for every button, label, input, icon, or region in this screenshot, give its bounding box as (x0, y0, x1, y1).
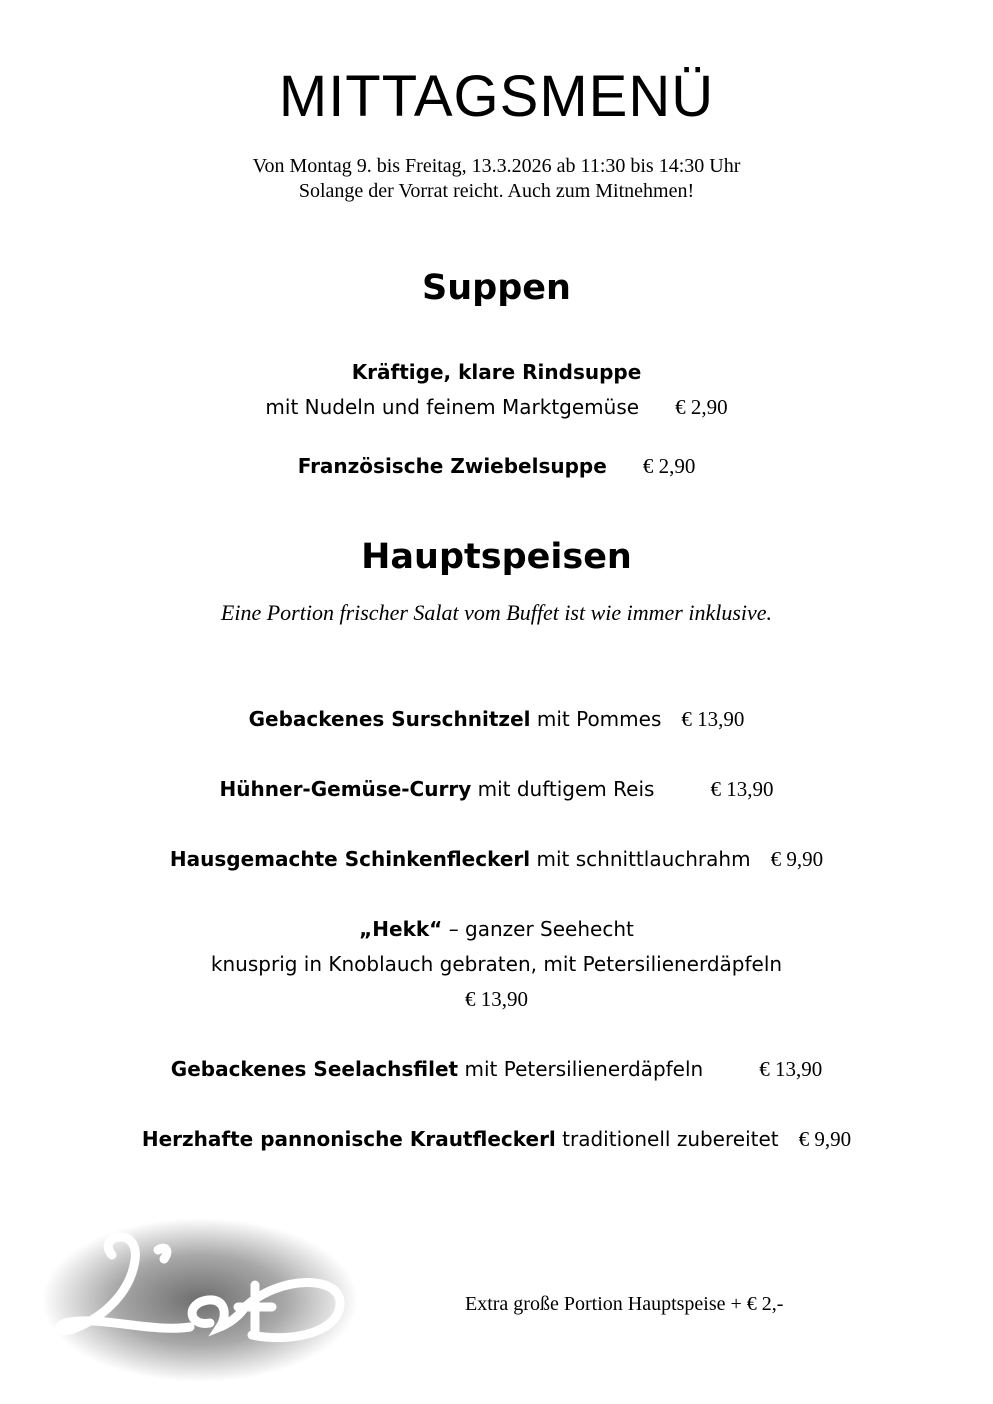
item-description: – ganzer Seehecht (448, 917, 634, 941)
menu-item (0, 705, 993, 733)
item-description: traditionell zubereitet (562, 1127, 779, 1151)
item-price: € 13,90 (465, 987, 528, 1011)
item-name: Hühner-Gemüse-Curry (219, 777, 472, 801)
item-price: € 13,90 (759, 1057, 823, 1081)
item-price: € 2,90 (642, 454, 696, 478)
menu-item (0, 358, 993, 386)
item-description: mit schnittlauchrahm (536, 847, 751, 871)
menu-item (0, 452, 993, 480)
item-name: Hausgemachte Schinkenfleckerl (169, 847, 531, 871)
item-price: € 13,90 (681, 707, 745, 731)
item-price: € 9,90 (770, 847, 824, 871)
item-name: Gebackenes Surschnitzel (248, 707, 531, 731)
item-description: mit duftigem Reis (477, 777, 655, 801)
menu-item-price-line (0, 985, 993, 1013)
item-price: € 13,90 (710, 777, 774, 801)
item-price: € 2,90 (675, 395, 728, 419)
salad-note: Eine Portion frischer Salat vom Buffet ist wie immer inklusive. (220, 600, 773, 625)
item-name: „Hekk“ (359, 917, 443, 941)
item-description: knusprig in Knoblauch gebraten, mit Petersilienerdäpfeln (210, 952, 783, 976)
availability-note: Solange der Vorrat reicht. Auch zum Mitnehmen! (298, 180, 695, 202)
item-description: mit Nudeln und feinem Marktgemüse (265, 395, 640, 419)
menu-item-detail (0, 950, 993, 978)
restaurant-logo (40, 1215, 360, 1385)
item-description: mit Petersilienerdäpfeln (464, 1057, 704, 1081)
section-heading-mains: Hauptspeisen (361, 537, 632, 577)
section-heading-soups: Suppen (422, 268, 571, 308)
extra-portion-note: Extra große Portion Hauptspeise + € 2,- (465, 1293, 784, 1315)
menu-item (0, 1055, 993, 1083)
menu-item (0, 775, 993, 803)
item-name: Französische Zwiebelsuppe (297, 454, 607, 478)
item-name: Herzhafte pannonische Krautfleckerl (141, 1127, 556, 1151)
menu-item (0, 1125, 993, 1153)
item-description: mit Pommes (536, 707, 662, 731)
menu-item (0, 845, 993, 873)
menu-item-detail (0, 393, 993, 421)
item-name: Gebackenes Seelachsfilet (170, 1057, 459, 1081)
item-price: € 9,90 (798, 1127, 852, 1151)
menu-item (0, 915, 993, 943)
menu-title: MITTAGSMENÜ (278, 64, 715, 129)
date-range: Von Montag 9. bis Freitag, 13.3.2026 ab 11:30 bis 14:30 Uhr (252, 155, 741, 177)
item-name: Kräftige, klare Rindsuppe (351, 360, 642, 384)
